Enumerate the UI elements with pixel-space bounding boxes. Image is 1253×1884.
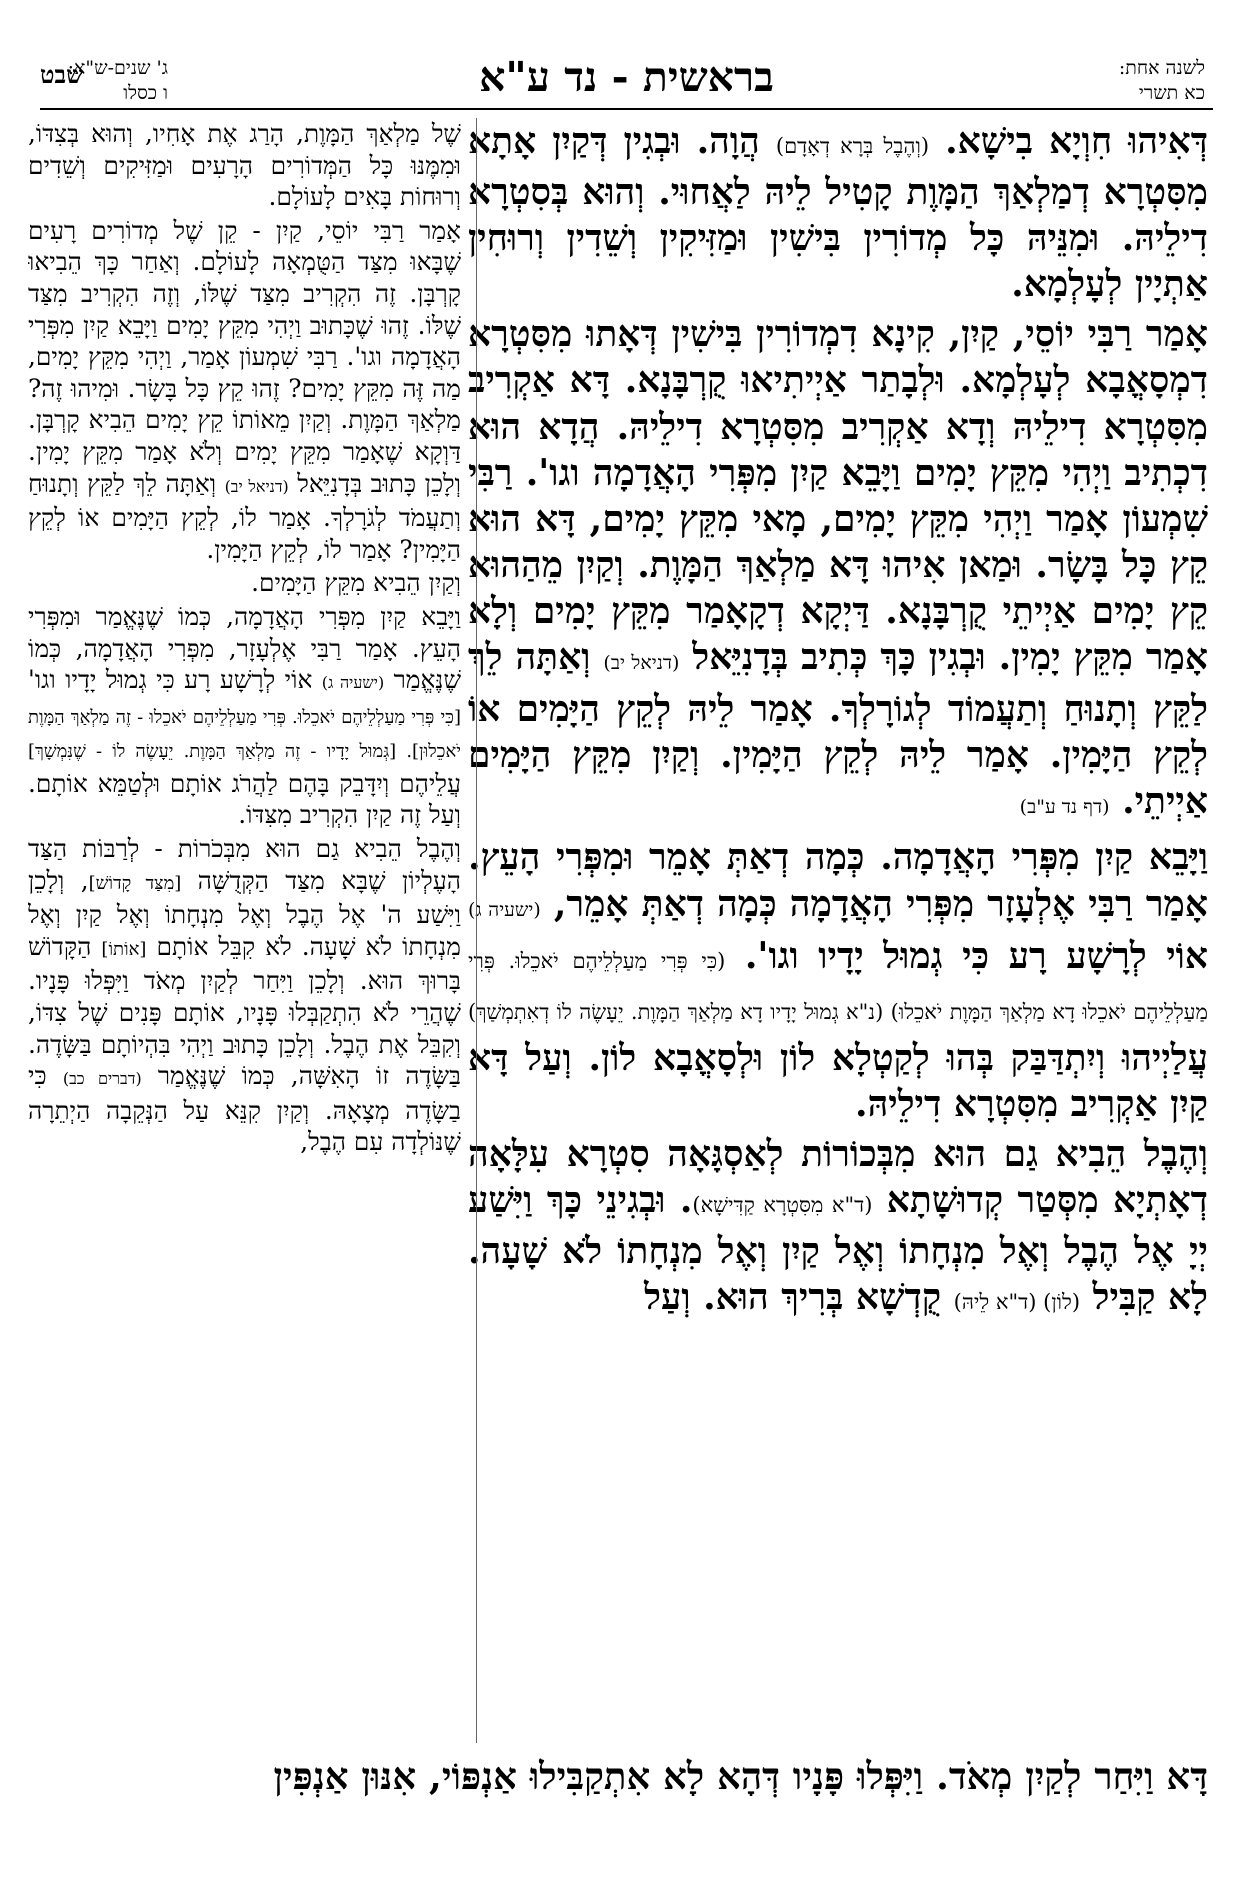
- text-run: וְקַיִן הֵבִיא מִקֵּץ הַיָּמִים.: [251, 568, 461, 598]
- text-run: וַיָּבֵא קַיִן מִפְּרִי הָאֲדָמָה. כְּמָה דְאַתְּ אָמֵר וּמִפְּרִי הָעֵץ. אָמַר רַבִּי אֶלְעָזָר מִפְּרִי הָאֲדָמָה כְּמָה דְאַתְּ אָמֵר,: [468, 836, 1208, 925]
- paragraph: [28, 601, 461, 831]
- paragraph: [28, 833, 461, 1158]
- bottom-continuation-line: דָּא וַיִּחַר לְקַיִן מְאֹד. וַיִּפְּלוּ פָּנָיו דְּהָא לָא אִתְקַבִּילוּ אַנְפּוֹי, אִנּוּן אַנְפִּין: [273, 1754, 1208, 1798]
- variant-note: (ד"א מִסִּטְרָא קַדִּישָׁא): [692, 1193, 873, 1218]
- variant-note: [מִצַּד קָדוֹשׁ]: [88, 872, 182, 894]
- text-run: אָמַר רַבִּי יוֹסֵי, קַיִן - קֵן שֶׁל מְדוֹרִים רָעִים שֶׁבָּאוּ מִצַּד הַטֻּמְאָה לָעוֹלָם. וְאַחַר כָּךְ הֵבִיאוּ קָרְבָּן. זֶה הִקְרִיב מִצַּד שֶׁלּוֹ, וְזֶה הִקְרִיב מִצַּד שֶׁלּוֹ. זֶהוּ שֶׁכָּתוּב וַיְהִי מִקֵּץ יָמִים וַיָּבֵא קַיִן מִפְּרִי הָאֲדָמָה וגו'. רַבִּי שִׁמְעוֹן אָמַר, וַיְהִי מִקֵּץ יָמִים, מַה זֶּה מִקֵּץ יָמִים? זֶהוּ קֵץ כָּל בָּשָׂר. וּמִיהוּ זֶה? מַלְאַךְ הַמָּוֶת. וְקַיִן מֵאוֹתוֹ קֵץ יָמִים הֵבִיא קָרְבָּן. דַּוְקָא שֶׁאָמַר מִקֵּץ יָמִים וְלֹא אָמַר מִקֵּץ יָמִין. וְלָכֵן כָּתוּב בְּדָנִיֵּאל: [28, 215, 461, 498]
- translation-column: [28, 118, 461, 1743]
- header-left-line2: ו כסלו: [123, 82, 168, 104]
- text-run: הֲוָה. וּבְגִין דְּקַיִן אָתָא מִסִּטְרָא דְמַלְאַךְ הַמָּוֶת קָטִיל לֵיהּ לַאֲחוּי. וְהוּא בְּסִטְרָא דִילֵיהּ. וּמִנֵּיהּ כָּל מְדוֹרִין בִּישִׁין וּמַזִּיקִין וְשֵׁדִין וְרוּחִין אַתְיָין לְעָלְמָא.: [468, 120, 1208, 306]
- variant-note: (כִּי פְּרִי מַעַלְלֵיהֶם יֹאכֵלוּ. פְּרִי מַעַלְלֵיהֶם יֹאכֵלוּ דָא מַלְאַךְ הַמָּוֶת יֹאכֵלוּ) (נ"א גְמוּל יָדָיו דָא מַלְאַךְ הַמָּוֶת. יֵעָשֶׂה לוֹ דְאִתְמְשַׁךְ): [468, 948, 1208, 1024]
- variant-note: [כִּי פְּרִי מַעַלְלֵיהֶם יֹאכֵלוּ. פְּרִי מַעַלְלֵיהֶם יֹאכֵלוּ - זֶה מַלְאַךְ הַמָּוֶת יֹאכֵלוּן]. [גְּמוּל יָדָיו - זֶה מַלְאַךְ הַמָּוֶת. יֵעָשֶׂה לוֹ - שֶׁנִּמְשָׁךְ]: [28, 706, 461, 763]
- main-text-column: [468, 118, 1208, 1743]
- variant-note: (לוֹן) (ד"א לֵיהּ): [953, 1290, 1081, 1315]
- text-run: עֲלַיְיהוּ וְיִתְדַּבַּק בְּהוּ לְקַטְלָא לוֹן וּלְסָאֳבָא לוֹן. וְעַל דָּא קַיִן אַקְרִיב מִסִּטְרָא דִילֵיהּ.: [468, 1036, 1208, 1125]
- paragraph: [468, 1131, 1208, 1325]
- page-title: בראשית - נד ע"א: [479, 53, 774, 101]
- text-run: אָמַר רַבִּי יוֹסֵי, קַיִן, קִינָא דִמְדוֹרִין בִּישִׁין דְּאָתוּ מִסִּטְרָא דִמְסָאֳבָא לְעָלְמָא. וּלְבָתַר אַיְיתִיאוּ קֻרְבָּנָא. דָּא אַקְרִיב מִסִּטְרָא דִילֵיהּ וְדָא אַקְרִיב מִסִּטְרָא דִילֵיהּ. הֲדָא הוּא דִכְתִיב וַיְהִי מִקֵּץ יָמִים וַיָּבֵא קַיִן מִפְּרִי הָאֲדָמָה וגו'. רַבִּי שִׁמְעוֹן אָמַר וַיְהִי מִקֵּץ יָמִים, מָאי מִקֵּץ יָמִים, דָּא הוּא קֵץ כָּל בָּשָׂר. וּמַאן אִיהוּ דָּא מַלְאַךְ הַמָּוֶת. וְקַיִן מֵהַהוּא קֵץ יָמִים אַיְיתֵי קֻרְבָּנָא. דַּיְקָא דְקָאָמַר מִקֵּץ יָמִים וְלָא אָמַר מִקֵּץ יָמִין. וּבְגִין כָּךְ כְּתִיב בְּדָנִיֵּאל: [468, 313, 1208, 679]
- source-reference: (דברים כב): [62, 1069, 142, 1089]
- text-run: הַקָּדוֹשׁ בָּרוּךְ הוּא. וְלָכֵן וַיִּחַר לְקַיִן מְאֹד וַיִּפְּלוּ פָּנָיו. שֶׁהֲרֵי לֹא הִתְקַבְּלוּ פָּנָיו, אוֹתָם פָּנִים שֶׁל צִדּוֹ, וְקִבֵּל אֶת הֶבֶל. וְלָכֵן כָּתוּב וַיְהִי בִּהְיוֹתָם בַּשָּׂדֶה. בַּשָּׂדֶה זוֹ הָאִשָּׁה, כְּמוֹ שֶׁנֶּאֱמַר: [28, 931, 461, 1091]
- variant-note: (וְהֶבֶל בְּרָא דְאָדָם): [775, 134, 930, 158]
- text-run: וַיָּבֵא קַיִן מִפְּרִי הָאֲדָמָה, כְּמוֹ שֶׁנֶּאֱמַר וּמִפְּרִי הָעֵץ. אָמַר רַבִּי אֶלְעָזָר, מִפְּרִי הָאֲדָמָה, כְּמוֹ שֶׁנֶּאֱמַר: [28, 601, 461, 695]
- text-run: וְאַתָּה לֵךְ לַקֵּץ וְתָנוּחַ וְתַעֲמוֹד לְגוֹרָלְךָ. אָמַר לֵיהּ לְקֵץ הַיָּמִים אוֹ לְקֵץ הַיָּמִין. אָמַר לֵיהּ לְקֵץ הַיָּמִין. וְקַיִן מִקֵּץ הַיָּמִים אַיְיתֵי.: [468, 636, 1208, 823]
- text-run: דְּאִיהוּ חִוְיָא בִישָׁא.: [929, 120, 1208, 162]
- text-run: וְהֶבֶל הֵבִיא גַם הוּא מִבְּכוֹרוֹת לְאַסְגָּאָה סִטְרָא עִלָּאָה דְאָתְיָא מִסְּטַר קְדוּשָׁתָא: [468, 1132, 1208, 1222]
- header-divider: [40, 108, 1213, 110]
- text-run: . וּבְגִינֵי כָּךְ וַיִּשַׁע יְיָ אֶל הֶבֶל וְאֶל מִנְחָתוֹ וְאֶל קַיִן וְאֶל מִנְחָתוֹ לֹא שָׁעָה. לָא קַבִּיל: [468, 1179, 1208, 1319]
- text-run: קֻדְשָׁא בְּרִיךְ הוּא. וְעַל: [644, 1276, 954, 1319]
- paragraph: [28, 215, 461, 566]
- text-run: וְאַתָּה לֵךְ לַקֵּץ וְתָנוּחַ וְתַעֲמֹד לְגֹרָלְךָ. אָמַר לוֹ, לְקֵץ הַיָּמִים אוֹ לְקֵץ הַיָּמִין? אָמַר לוֹ, לְקֵץ הַיָּמִין.: [28, 468, 461, 564]
- text-run: וְהֶבֶל הֵבִיא גַם הוּא מִבְּכֹרוֹת - לְרַבּוֹת הַצַּד הָעֶלְיוֹן שֶׁבָּא מִצַּד הַקְּדֻשָּׁה: [28, 834, 461, 895]
- text-run: אוֹי לְרָשָׁע רָע כִּי גְמוּל יָדָיו וגו': [28, 665, 322, 695]
- variant-note: [אוֹתוֹ]: [101, 938, 147, 960]
- source-reference: (דניאל יב): [603, 652, 680, 675]
- header-right-line2: כא תשרי: [1138, 82, 1205, 104]
- text-run: כִּי בַשָּׂדֶה מְצָאָהּ. וְקַיִן קִנֵּא עַל הַנְּקֵבָה הַיְתֵרָה שֶׁנּוֹלְדָה עִם הֶבֶל,: [28, 1061, 461, 1157]
- header-book-name: שבט: [40, 60, 84, 89]
- paragraph: [468, 834, 1208, 1127]
- paragraph: [28, 567, 461, 599]
- source-reference: (ישעיה ג): [468, 898, 541, 921]
- paragraph: [468, 118, 1208, 307]
- paragraph: [28, 118, 461, 213]
- header-left-line1: ג' שנים-ש"א:: [67, 57, 168, 79]
- text-run: עֲלֵיהֶם וְיִדָּבֵק בָּהֶם לַהֲרֹג אוֹתָם וּלְטַמֵּא אוֹתָם. וְעַל זֶה קַיִן הִקְרִיב מִצִּדּוֹ.: [28, 768, 461, 830]
- column-divider: [476, 118, 477, 1743]
- header-schedule-three-years: [40, 56, 280, 111]
- text-run: אוֹי לְרָשָׁע רָע כִּי גְמוּל יָדָיו וגו'.: [725, 934, 1208, 977]
- text-run: , וְלָכֵן וַיִּשַׁע ה' אֶל הֶבֶל וְאֶל מִנְחָתוֹ וְאֶל קַיִן וְאֶל מִנְחָתוֹ לֹא שָׁעָה. לֹא קִבֵּל אוֹתָם: [28, 865, 461, 961]
- text-run: שֶׁל מַלְאַךְ הַמָּוֶת, הָרַג אֶת אָחִיו, וְהוּא בְּצִדּוֹ, וּמִמֶּנּוּ כָּל הַמְּדוֹרִים הָרָעִים וּמַזִּיקִים וְשֵׁדִים וְרוּחוֹת בָּאִים לָעוֹלָם.: [28, 119, 461, 212]
- source-reference: (דניאל יב): [224, 476, 289, 496]
- page-header: [40, 50, 1213, 112]
- source-reference: (ישעיה ג): [321, 673, 385, 693]
- header-right-line1: לשנה אחת:: [1118, 57, 1205, 79]
- paragraph: [468, 311, 1208, 830]
- source-reference: (דף נד ע"ב): [1019, 796, 1110, 819]
